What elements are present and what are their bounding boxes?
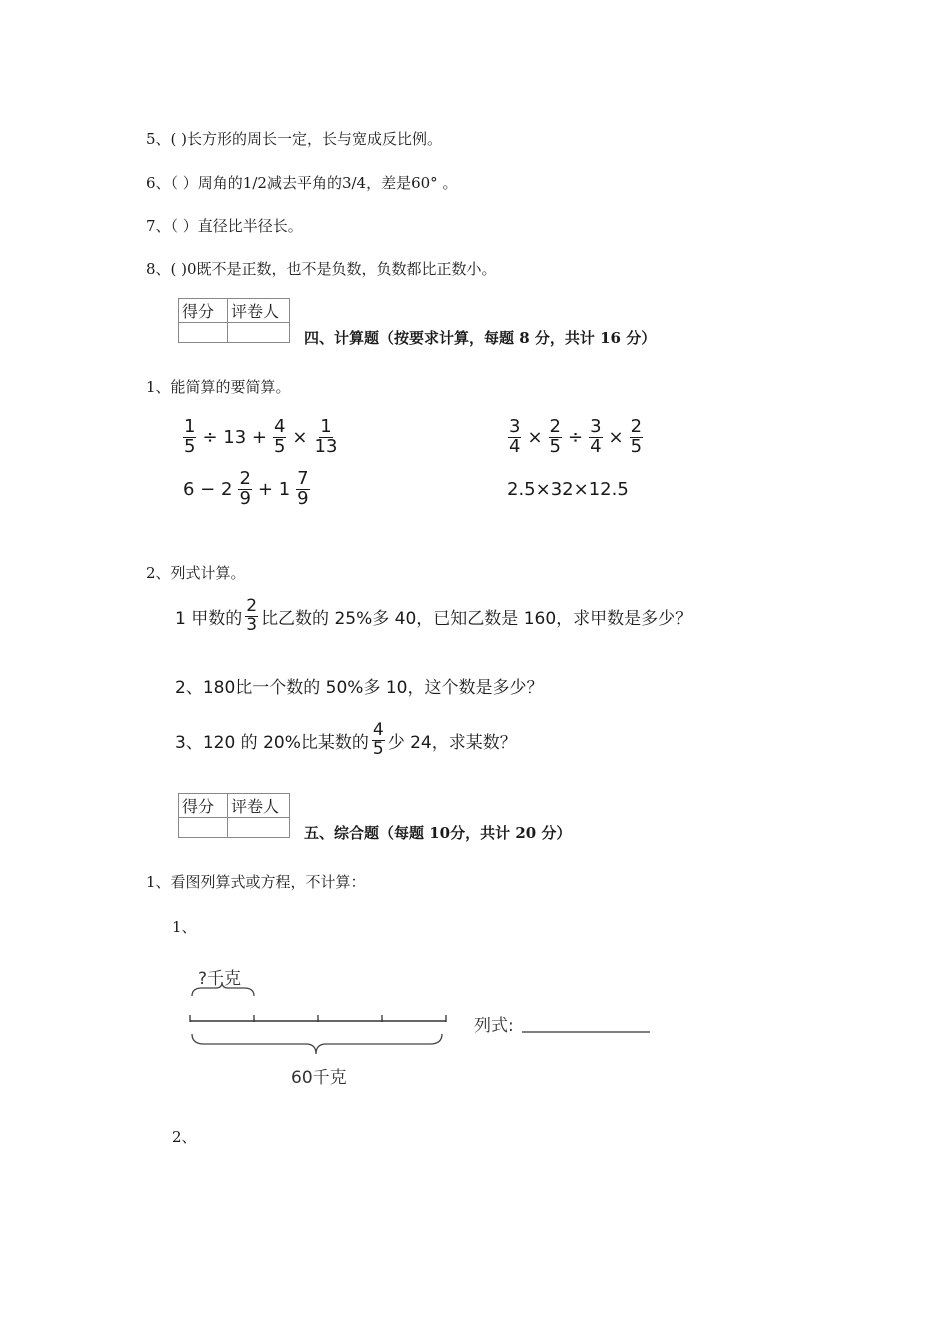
grader-label: 评卷人: [228, 794, 290, 818]
fraction: $\frac{3}{4}$: [590, 416, 602, 457]
fraction: $\frac{3}{4}$: [509, 416, 521, 457]
problem-1: 1 甲数的 $\frac{2}{3}$ 比乙数的 25%多 40，已知乙数是 160，求甲数是多少？: [175, 596, 693, 635]
s4-q2: 2、列式计算。: [146, 564, 246, 582]
fraction: $\frac{2}{9}$: [239, 468, 251, 509]
problem-2: 2、180比一个数的 50%多 10，这个数是多少？: [175, 678, 544, 698]
grader-cell[interactable]: [228, 323, 290, 343]
expr-c: 6 − 2 $\frac{2}{9}$ + 1 $\frac{7}{9}$: [183, 468, 309, 509]
grader-cell[interactable]: [228, 818, 290, 838]
judge-q5: 5、( )长方形的周长一定，长与宽成反比例。: [146, 130, 443, 148]
section-4-title: 四、计算题（按要求计算，每题 8 分，共计 16 分）: [304, 329, 657, 347]
fraction: $\frac{1}{13}$: [314, 416, 338, 457]
expr-d: 2.5×32×12.5: [507, 479, 629, 500]
score-box: [178, 298, 290, 343]
expr-a: $\frac{1}{5}$ ÷ 13 + $\frac{4}{5}$ × $\frac{1}{13}$: [184, 416, 338, 457]
fraction: $\frac{7}{9}$: [297, 468, 309, 509]
score-cell[interactable]: [179, 818, 228, 838]
problem-3: 3、120 的 20%比某数的 $\frac{4}{5}$ 少 24，求某数？: [175, 720, 517, 759]
score-label: 得分: [179, 299, 228, 323]
s5-sub2: 2、: [172, 1128, 197, 1146]
s4-q1: 1、能简算的要简算。: [146, 378, 291, 396]
fraction: $\frac{4}{5}$: [372, 720, 384, 759]
score-cell[interactable]: [179, 323, 228, 343]
fraction: $\frac{1}{5}$: [184, 416, 196, 457]
judge-q7: 7、（ ）直径比半径长。: [146, 217, 303, 235]
score-box: [178, 793, 290, 838]
fraction: $\frac{2}{3}$: [246, 596, 258, 635]
diagram-bottom-label: 60千克: [291, 1068, 347, 1088]
expr-b: $\frac{3}{4}$ × $\frac{2}{5}$ ÷ $\frac{3}{4}$ × $\frac{2}{5}$: [509, 416, 643, 457]
s5-q1: 1、看图列算式或方程，不计算：: [146, 873, 366, 891]
judge-q8: 8、( )0既不是正数，也不是负数，负数都比正数小。: [146, 260, 497, 278]
score-label: 得分: [179, 794, 228, 818]
fraction: $\frac{4}{5}$: [273, 416, 286, 457]
fraction: $\frac{2}{5}$: [630, 416, 643, 457]
diagram-top-label: ?千克: [198, 969, 242, 989]
grader-label: 评卷人: [228, 299, 290, 323]
bottom-brace: [192, 1034, 442, 1054]
formula-label: 列式:: [474, 1016, 514, 1036]
segment-diagram: [180, 960, 660, 1090]
judge-q6: 6、（ ）周角的1/2减去平角的3/4，差是60° 。: [146, 174, 458, 192]
section-5-title: 五、综合题（每题 10分，共计 20 分）: [304, 824, 572, 842]
fraction: $\frac{2}{5}$: [549, 416, 561, 457]
s5-sub1: 1、: [172, 918, 197, 936]
